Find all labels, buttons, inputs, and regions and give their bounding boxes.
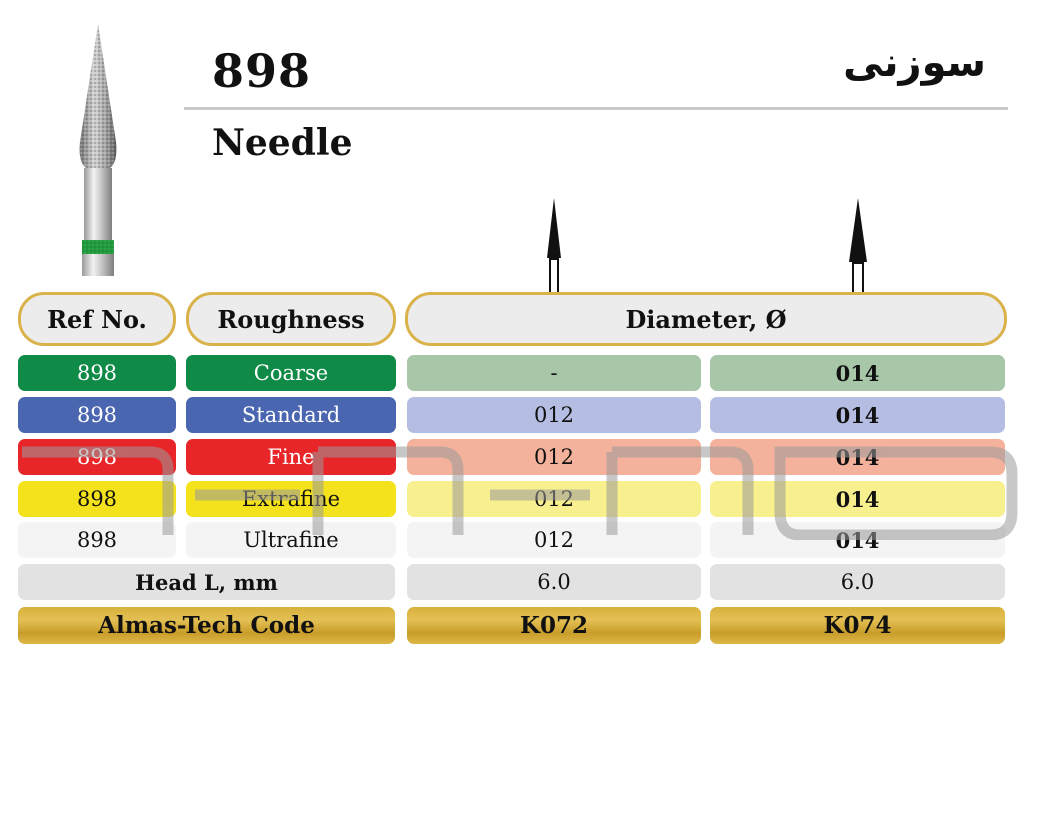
- diameter-cell: 014: [710, 439, 1005, 475]
- roughness-cell: Fine: [186, 439, 396, 475]
- roughness-cell: Extrafine: [186, 481, 396, 517]
- head-length-d1: 6.0: [407, 564, 701, 600]
- column-header-roughness: Roughness: [186, 292, 396, 346]
- ref-no-cell: 898: [18, 397, 176, 433]
- column-header-diameter: Diameter, Ø: [405, 292, 1007, 346]
- almas-tech-code-d2: K074: [710, 607, 1005, 644]
- diameter-cell: -: [407, 355, 701, 391]
- needle-profile-small-icon: [542, 196, 566, 292]
- diameter-cell: 014: [710, 522, 1005, 558]
- ref-no-cell: 898: [18, 522, 176, 558]
- title-divider: [184, 107, 1008, 110]
- roughness-cell: Ultrafine: [186, 522, 396, 558]
- roughness-cell: Standard: [186, 397, 396, 433]
- ref-no-cell: 898: [18, 481, 176, 517]
- diameter-cell: 012: [407, 522, 701, 558]
- diameter-cell: 014: [710, 355, 1005, 391]
- diameter-cell: 014: [710, 481, 1005, 517]
- almas-tech-code-d1: K072: [407, 607, 701, 644]
- diameter-cell: 014: [710, 397, 1005, 433]
- roughness-cell: Coarse: [186, 355, 396, 391]
- product-name-persian: سوزنی: [843, 40, 986, 86]
- almas-tech-code-label: Almas-Tech Code: [18, 607, 395, 644]
- diameter-cell: 012: [407, 439, 701, 475]
- column-header-ref-no: Ref No.: [18, 292, 176, 346]
- ref-no-cell: 898: [18, 439, 176, 475]
- ref-no-cell: 898: [18, 355, 176, 391]
- product-name-english: Needle: [212, 122, 353, 164]
- diameter-cell: 012: [407, 397, 701, 433]
- head-length-label: Head L, mm: [18, 564, 395, 600]
- model-number: 898: [212, 44, 312, 98]
- needle-profile-large-icon: [844, 196, 872, 292]
- diameter-cell: 012: [407, 481, 701, 517]
- head-length-d2: 6.0: [710, 564, 1005, 600]
- diamond-bur-needle-icon: [70, 22, 126, 276]
